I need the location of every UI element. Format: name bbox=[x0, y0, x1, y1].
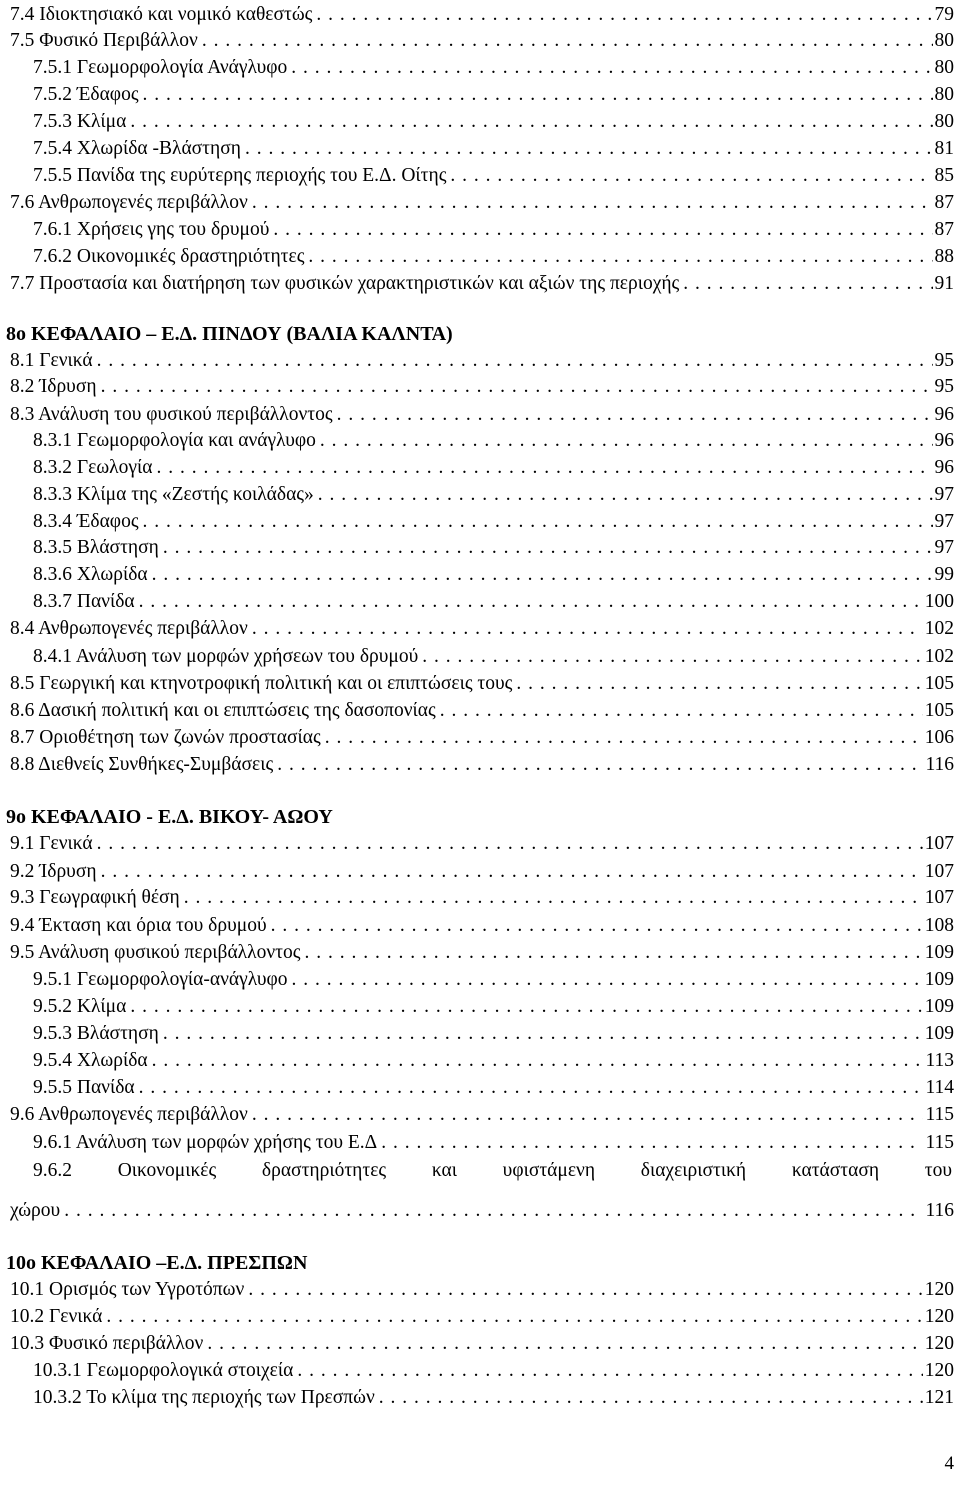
toc-entry-page: 95 bbox=[934, 350, 954, 371]
dot-leader bbox=[320, 428, 933, 454]
toc-entry[interactable] bbox=[0, 1075, 960, 1101]
toc-entry[interactable] bbox=[0, 455, 960, 481]
toc-entry-title: 9.5.5 Πανίδα bbox=[33, 1077, 135, 1098]
toc-entry-title: 10.1 Ορισμός των Υγροτόπων bbox=[10, 1279, 245, 1300]
toc-entry[interactable] bbox=[0, 109, 960, 135]
toc-entry-page: 114 bbox=[925, 1077, 954, 1098]
toc-entry[interactable] bbox=[0, 28, 960, 54]
toc-entry[interactable] bbox=[0, 698, 960, 724]
chapter-heading: 10ο ΚΕΦΑΛΑΙΟ –Ε.Δ. ΠΡΕΣΠΩΝ bbox=[6, 1252, 308, 1274]
dot-leader bbox=[139, 589, 923, 615]
toc-entry-title: 10.3.2 Το κλίμα της περιοχής των Πρεσπών bbox=[33, 1387, 375, 1408]
toc-entry[interactable] bbox=[0, 1358, 960, 1384]
toc-entry-page: 105 bbox=[924, 700, 954, 721]
toc-entry-page: 96 bbox=[934, 404, 954, 425]
toc-entry-title: 9.5 Ανάλυση φυσικού περιβάλλοντος bbox=[10, 942, 301, 963]
toc-entry-title: 7.5.1 Γεωμορφολογία Ανάγλυφο bbox=[33, 57, 288, 78]
dot-leader bbox=[152, 562, 933, 588]
toc-entry-page: 109 bbox=[924, 996, 954, 1017]
toc-entry[interactable] bbox=[0, 1130, 960, 1156]
toc-entry-page: 107 bbox=[924, 833, 954, 854]
toc-entry-title: 8.4 Ανθρωπογενές περιβάλλον bbox=[10, 618, 248, 639]
toc-entry-title: 9.1 Γενικά bbox=[10, 833, 93, 854]
toc-entry-title: 8.3.3 Κλίμα της «Ζεστής κοιλάδας» bbox=[33, 484, 314, 505]
toc-entry[interactable] bbox=[0, 271, 960, 297]
dot-leader bbox=[156, 455, 932, 481]
toc-entry[interactable] bbox=[0, 244, 960, 270]
toc-entry-page: 102 bbox=[924, 618, 954, 639]
toc-entry-title: 8.3.2 Γεωλογία bbox=[33, 457, 153, 478]
toc-entry[interactable] bbox=[0, 616, 960, 642]
toc-entry[interactable] bbox=[0, 1102, 960, 1128]
toc-entry-page: 79 bbox=[934, 4, 954, 25]
toc-entry[interactable] bbox=[0, 725, 960, 751]
chapter-heading: 9ο ΚΕΦΑΛΑΙΟ - Ε.Δ. ΒΙΚΟΥ- ΑΩΟΥ bbox=[6, 806, 333, 828]
dot-leader bbox=[207, 1331, 922, 1357]
toc-entry-page: 80 bbox=[934, 84, 954, 105]
toc-entry-title: 9.5.2 Κλίμα bbox=[33, 996, 127, 1017]
toc-entry-page: 113 bbox=[925, 1050, 954, 1071]
toc-entry[interactable] bbox=[0, 1277, 960, 1303]
toc-entry-page: 80 bbox=[934, 30, 954, 51]
dot-leader bbox=[325, 725, 923, 751]
toc-entry-page: 85 bbox=[934, 165, 954, 186]
toc-entry-page: 115 bbox=[925, 1104, 954, 1125]
dot-leader bbox=[440, 698, 923, 724]
toc-entry-page: 97 bbox=[934, 537, 954, 558]
toc-entry[interactable] bbox=[0, 374, 960, 400]
toc-entry[interactable] bbox=[0, 482, 960, 508]
toc-entry-title: 7.5.5 Πανίδα της ευρύτερης περιοχής του Ε.Δ. Οίτης bbox=[33, 165, 447, 186]
toc-entry-page: 120 bbox=[924, 1333, 954, 1354]
toc-entry-title: 9.4 Έκταση και όρια του δρυμού bbox=[10, 915, 267, 936]
toc-entry[interactable] bbox=[0, 859, 960, 885]
dot-leader bbox=[516, 671, 922, 697]
toc-entry-page: 88 bbox=[934, 246, 954, 267]
toc-entry[interactable] bbox=[0, 1385, 960, 1411]
toc-entry-title: 7.6.2 Οικονομικές δραστηριότητες bbox=[33, 246, 305, 267]
dot-leader bbox=[202, 28, 933, 54]
toc-entry-page: 120 bbox=[924, 1306, 954, 1327]
dot-leader bbox=[381, 1130, 923, 1156]
dot-leader bbox=[252, 616, 923, 642]
page-number: 4 bbox=[944, 1453, 954, 1474]
toc-entry-page: 105 bbox=[924, 673, 954, 694]
dot-leader bbox=[245, 136, 933, 162]
toc-entry-title: 9.2 Ίδρυση bbox=[10, 861, 97, 882]
toc-entry-page: 121 bbox=[924, 1387, 954, 1408]
dot-leader bbox=[277, 752, 923, 778]
toc-entry[interactable] bbox=[0, 1021, 960, 1047]
toc-entry-title: 8.4.1 Ανάλυση των μορφών χρήσεων του δρυμού bbox=[33, 646, 419, 667]
dot-leader bbox=[304, 940, 922, 966]
dot-leader bbox=[248, 1277, 922, 1303]
dot-leader bbox=[101, 374, 933, 400]
dot-leader bbox=[152, 1048, 924, 1074]
toc-entry-title: 8.3.1 Γεωμορφολογία και ανάγλυφο bbox=[33, 430, 316, 451]
toc-entry[interactable] bbox=[0, 190, 960, 216]
toc-entry-page: 109 bbox=[924, 969, 954, 990]
toc-entry[interactable] bbox=[0, 752, 960, 778]
toc-entry-title: 9.6 Ανθρωπογενές περιβάλλον bbox=[10, 1104, 248, 1125]
dot-leader bbox=[101, 859, 923, 885]
dot-leader bbox=[450, 163, 932, 189]
toc-entry-title: 8.3.7 Πανίδα bbox=[33, 591, 135, 612]
dot-leader bbox=[106, 1304, 922, 1330]
toc-entry-title: 7.6.1 Χρήσεις γης του δρυμού bbox=[33, 219, 270, 240]
toc-entry-page: 80 bbox=[934, 57, 954, 78]
toc-entry-title: 8.5 Γεωργική και κτηνοτροφική πολιτική και οι επιπτώσεις τους bbox=[10, 673, 513, 694]
toc-entry-title: 9.6.1 Ανάλυση των μορφών χρήσης του Ε.Δ bbox=[33, 1132, 378, 1153]
toc-entry-page: 96 bbox=[934, 430, 954, 451]
toc-entry-title: 10.3 Φυσικό περιβάλλον bbox=[10, 1333, 204, 1354]
toc-entry-title: 8.3.6 Χλωρίδα bbox=[33, 564, 148, 585]
toc-entry-title: 7.5 Φυσικό Περιβάλλον bbox=[10, 30, 198, 51]
toc-entry-page: 91 bbox=[934, 273, 954, 294]
toc-entry[interactable] bbox=[0, 1304, 960, 1330]
toc-entry-page: 115 bbox=[925, 1132, 954, 1153]
toc-entry-title: 8.1 Γενικά bbox=[10, 350, 93, 371]
dot-leader bbox=[252, 190, 933, 216]
dot-leader bbox=[318, 482, 933, 508]
toc-entry-page: 100 bbox=[924, 591, 954, 612]
dot-leader bbox=[130, 109, 932, 135]
dot-leader bbox=[422, 644, 923, 670]
toc-entry[interactable] bbox=[0, 913, 960, 939]
toc-entry[interactable] bbox=[0, 1048, 960, 1074]
toc-entry[interactable] bbox=[0, 1158, 960, 1184]
toc-entry-title: 9.5.4 Χλωρίδα bbox=[33, 1050, 148, 1071]
toc-entry-title: 8.3 Ανάλυση του φυσικού περιβάλλοντος bbox=[10, 404, 333, 425]
toc-entry[interactable] bbox=[0, 589, 960, 615]
toc-entry[interactable] bbox=[0, 348, 960, 374]
toc-entry-page: 109 bbox=[924, 942, 954, 963]
toc-entry-page: 120 bbox=[924, 1279, 954, 1300]
toc-entry-page: 106 bbox=[924, 727, 954, 748]
toc-entry[interactable] bbox=[0, 163, 960, 189]
toc-entry-title: 7.6 Ανθρωπογενές περιβάλλον bbox=[10, 192, 248, 213]
dot-leader bbox=[683, 271, 932, 297]
toc-entry-page: 97 bbox=[934, 511, 954, 532]
toc-entry-title: 8.7 Οριοθέτηση των ζωνών προστασίας bbox=[10, 727, 321, 748]
dot-leader bbox=[97, 348, 933, 374]
toc-entry[interactable] bbox=[0, 2, 960, 28]
dot-leader bbox=[316, 2, 932, 28]
toc-entry-page: 120 bbox=[924, 1360, 954, 1381]
toc-entry-page: 81 bbox=[934, 138, 954, 159]
dot-leader bbox=[297, 1358, 922, 1384]
dot-leader bbox=[163, 1021, 923, 1047]
toc-entry-title: χώρου bbox=[10, 1200, 61, 1221]
dot-leader bbox=[308, 244, 932, 270]
toc-entry[interactable] bbox=[0, 562, 960, 588]
dot-leader bbox=[184, 885, 923, 911]
toc-entry-title: 7.4 Ιδιοκτησιακό και νομικό καθεστώς bbox=[10, 4, 313, 25]
dot-leader bbox=[64, 1198, 923, 1224]
toc-entry[interactable] bbox=[0, 217, 960, 243]
toc-entry-title: 9.5.1 Γεωμορφολογία-ανάγλυφο bbox=[33, 969, 288, 990]
toc-entry[interactable] bbox=[0, 994, 960, 1020]
toc-entry-title: 9.5.3 Βλάστηση bbox=[33, 1023, 159, 1044]
dot-leader bbox=[252, 1102, 924, 1128]
toc-entry-page: 107 bbox=[924, 861, 954, 882]
dot-leader bbox=[379, 1385, 923, 1411]
toc-entry-title: 10.3.1 Γεωμορφολογικά στοιχεία bbox=[33, 1360, 294, 1381]
toc-entry-title: 8.3.5 Βλάστηση bbox=[33, 537, 159, 558]
dot-leader bbox=[337, 402, 933, 428]
toc-entry[interactable] bbox=[0, 535, 960, 561]
toc-entry-page: 95 bbox=[934, 376, 954, 397]
toc-entry[interactable] bbox=[0, 82, 960, 108]
toc-entry[interactable] bbox=[0, 402, 960, 428]
toc-entry[interactable] bbox=[0, 55, 960, 81]
toc-entry-title: 9.3 Γεωγραφική θέση bbox=[10, 887, 180, 908]
dot-leader bbox=[97, 831, 923, 857]
dot-leader bbox=[139, 1075, 924, 1101]
toc-entry-title: 8.8 Διεθνείς Συνθήκες-Συμβάσεις bbox=[10, 754, 274, 775]
dot-leader bbox=[271, 913, 923, 939]
toc-entry-page: 116 bbox=[925, 1200, 954, 1221]
chapter-heading: 8ο ΚΕΦΑΛΑΙΟ – Ε.Δ. ΠΙΝΔΟΥ (ΒΑΛΙΑ ΚΑΛΝΤΑ) bbox=[6, 323, 453, 345]
toc-entry-title: 7.7 Προστασία και διατήρηση των φυσικών χαρακτηριστικών και αξιών της περιοχής bbox=[10, 273, 680, 294]
toc-entry-title: 8.2 Ίδρυση bbox=[10, 376, 97, 397]
toc-entry[interactable] bbox=[0, 967, 960, 993]
toc-entry-title: 8.6 Δασική πολιτική και οι επιπτώσεις της δασοπονίας bbox=[10, 700, 436, 721]
dot-leader bbox=[292, 967, 923, 993]
toc-entry-title: 7.5.3 Κλίμα bbox=[33, 111, 127, 132]
toc-entry-page: 87 bbox=[934, 219, 954, 240]
toc-entry-page: 102 bbox=[924, 646, 954, 667]
toc-entry-title: 7.5.2 Έδαφος bbox=[33, 84, 139, 105]
dot-leader bbox=[130, 994, 922, 1020]
toc-entry[interactable] bbox=[0, 1331, 960, 1357]
toc-entry-page: 87 bbox=[934, 192, 954, 213]
toc-entry-title: 9.6.2 Οικονομικές δραστηριότητες και υφιστάμενη διαχειριστική κατάσταση του bbox=[33, 1160, 952, 1181]
toc-entry[interactable] bbox=[0, 831, 960, 857]
toc-entry-title: 7.5.4 Χλωρίδα -Βλάστηση bbox=[33, 138, 241, 159]
toc-entry-page: 96 bbox=[934, 457, 954, 478]
dot-leader bbox=[143, 82, 933, 108]
toc-entry[interactable] bbox=[0, 136, 960, 162]
toc-entry-page: 109 bbox=[924, 1023, 954, 1044]
toc-entry[interactable] bbox=[0, 509, 960, 535]
dot-leader bbox=[291, 55, 932, 81]
toc-entry-title: 10.2 Γενικά bbox=[10, 1306, 103, 1327]
toc-entry[interactable] bbox=[0, 1198, 960, 1224]
toc-entry-page: 80 bbox=[934, 111, 954, 132]
dot-leader bbox=[163, 535, 933, 561]
toc-entry[interactable] bbox=[0, 428, 960, 454]
toc-entry-page: 97 bbox=[934, 484, 954, 505]
toc-entry-page: 107 bbox=[924, 887, 954, 908]
toc-entry-page: 108 bbox=[924, 915, 954, 936]
toc-entry-page: 99 bbox=[934, 564, 954, 585]
toc-entry-title: 8.3.4 Έδαφος bbox=[33, 511, 139, 532]
toc-entry[interactable] bbox=[0, 885, 960, 911]
dot-leader bbox=[273, 217, 932, 243]
toc-entry[interactable] bbox=[0, 940, 960, 966]
toc-entry[interactable] bbox=[0, 671, 960, 697]
dot-leader bbox=[143, 509, 933, 535]
toc-entry-page: 116 bbox=[925, 754, 954, 775]
toc-entry[interactable] bbox=[0, 644, 960, 670]
